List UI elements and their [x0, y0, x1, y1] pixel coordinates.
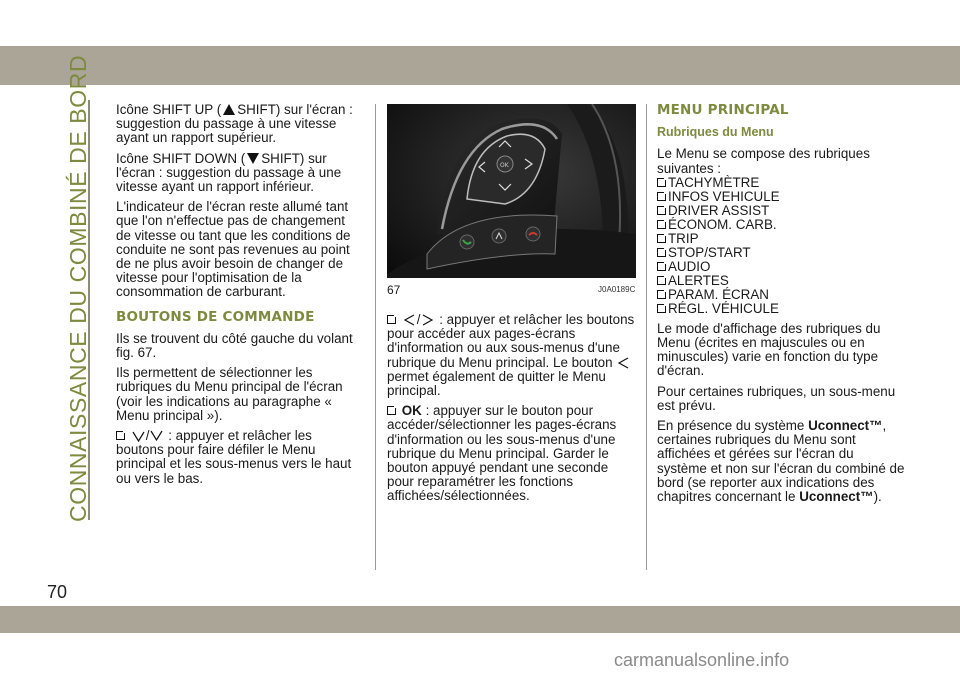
- steering-wheel-photo: [387, 104, 636, 278]
- list-item-label: INFOS VEHICULE: [668, 188, 780, 204]
- list-item-label: AUDIO: [668, 258, 711, 274]
- bullet-icon: [657, 206, 666, 215]
- list-item: [657, 260, 905, 274]
- text: SHIFT) sur l'écran : suggestion du passage à une vitesse ayant un rapport supérieur.: [116, 102, 353, 146]
- bullet-icon: [387, 406, 396, 415]
- paragraph: [116, 429, 362, 486]
- bullet-icon: [657, 276, 666, 285]
- column-left: [116, 103, 362, 492]
- subsection-heading: Rubriques du Menu: [657, 125, 774, 140]
- bullet-icon: [657, 290, 666, 299]
- text: : appuyer sur le bouton pour accéder/sélectionner les pages-écrans d'information ou les sous-menus d'une rubrique du Menu principal. Garder le bouton appuyé pendant une seconde pour reparamétrer les fonctions affichées/sélectionnées.: [387, 403, 617, 504]
- list-item: [657, 232, 905, 246]
- list-item: [657, 176, 905, 190]
- bullet-icon: [657, 304, 666, 313]
- menu-items-list: [657, 176, 905, 316]
- arrow-up-icon: [132, 430, 145, 442]
- text: , certaines rubriques du Menu sont affichées et gérées sur l'écran du système et non sur l'écran du combiné de bord (se reporter aux indications des chapitres concernant le: [657, 418, 905, 505]
- bullet-icon: [657, 178, 666, 187]
- shift-down-icon: [247, 153, 259, 164]
- arrow-left-icon: [617, 357, 630, 369]
- text: Icône SHIFT DOWN (: [116, 150, 246, 166]
- ok-label: OK: [401, 403, 422, 419]
- svg-text:OK: OK: [500, 162, 509, 169]
- paragraph: Le mode d'affichage des rubriques du Menu (écrites en majuscules ou en minuscules) varie en fonction du type d'écran.: [657, 320, 881, 379]
- column-right: [657, 103, 905, 510]
- brand-name: Uconnect™: [808, 418, 883, 434]
- figure-code: J0A0189C: [598, 285, 636, 294]
- shift-up-icon: [223, 104, 235, 115]
- text: Icône SHIFT UP (: [116, 102, 222, 117]
- list-item: [657, 246, 905, 260]
- bullet-icon: [657, 192, 666, 201]
- brand-name: Uconnect™: [799, 489, 874, 505]
- text: ).: [873, 489, 882, 505]
- list-item-label: TRIP: [668, 230, 699, 246]
- paragraph: L'indicateur de l'écran reste allumé tant que l'on n'effectue pas de changement de vitesse ou tant que les conditions de conduite ne sont pas revenues au point de ne plus avoir besoin de changer de vitesse pour l'optimisation de la consommation de carburant.: [116, 199, 351, 300]
- chapter-title: CONNAISSANCE DU COMBINÉ DE BORD: [65, 54, 91, 522]
- arrow-left-icon: [403, 314, 416, 326]
- list-item: [657, 218, 905, 232]
- separator: /: [145, 428, 150, 444]
- text: En présence du système: [657, 418, 805, 434]
- paragraph: [387, 313, 637, 398]
- section-heading: BOUTONS DE COMMANDE: [116, 308, 315, 325]
- paragraph: Pour certaines rubriques, un sous-menu est prévu.: [657, 383, 896, 413]
- list-item-label: RÉGL. VÉHICULE: [668, 300, 779, 316]
- bullet-icon: [657, 262, 666, 271]
- paragraph: Ils permettent de sélectionner les rubriques du Menu principal de l'écran (voir les indications au paragraphe « Menu principal »).: [116, 365, 343, 423]
- list-item: [657, 190, 905, 204]
- text: : appuyer et relâcher les boutons pour accéder aux pages-écrans d'information ou aux sous-menus d'une rubrique du Menu principal. Le bouton: [387, 312, 635, 370]
- arrow-right-icon: [421, 314, 434, 326]
- paragraph: [116, 103, 362, 146]
- list-item-label: ALERTES: [668, 272, 729, 288]
- list-item: [657, 274, 905, 288]
- column-divider: [646, 104, 647, 570]
- bullet-icon: [657, 248, 666, 257]
- paragraph: Le Menu se compose des rubriques suivantes :: [657, 146, 870, 176]
- list-item: [657, 204, 905, 218]
- bullet-icon: [657, 234, 666, 243]
- list-item-label: ÉCONOM. CARB.: [668, 216, 777, 232]
- page-number: 70: [47, 582, 68, 602]
- text: permet également de quitter le Menu principal.: [387, 368, 606, 399]
- arrow-down-icon: [150, 430, 163, 442]
- list-item-label: DRIVER ASSIST: [668, 202, 770, 218]
- paragraph: Ils se trouvent du côté gauche du volant fig. 67.: [116, 330, 353, 361]
- text: SHIFT) sur l'écran : suggestion du passage à une vitesse ayant un rapport inférieur.: [116, 150, 342, 195]
- bullet-icon: [387, 315, 396, 324]
- paragraph: [387, 404, 637, 503]
- separator: /: [416, 312, 421, 327]
- list-item-label: TACHYMÈTRE: [668, 174, 760, 190]
- list-item-label: STOP/START: [668, 244, 751, 260]
- list-item: [657, 288, 905, 302]
- bullet-icon: [116, 431, 125, 440]
- text: : appuyer et relâcher les boutons pour faire défiler le Menu principal et les sous-menus vers le haut ou vers le bas.: [116, 428, 352, 486]
- header-band: [0, 46, 960, 85]
- watermark[interactable]: carmanualsonline.info: [614, 650, 790, 670]
- paragraph: [116, 152, 362, 195]
- paragraph: [657, 419, 905, 504]
- bullet-icon: [657, 220, 666, 229]
- list-item: [657, 302, 905, 316]
- column-middle: [387, 313, 637, 510]
- figure-number: 67: [387, 283, 401, 297]
- footer-band: [0, 606, 960, 633]
- list-item-label: PARAM. ÉCRAN: [668, 286, 769, 302]
- section-heading: MENU PRINCIPAL: [657, 102, 789, 118]
- column-divider: [375, 104, 376, 570]
